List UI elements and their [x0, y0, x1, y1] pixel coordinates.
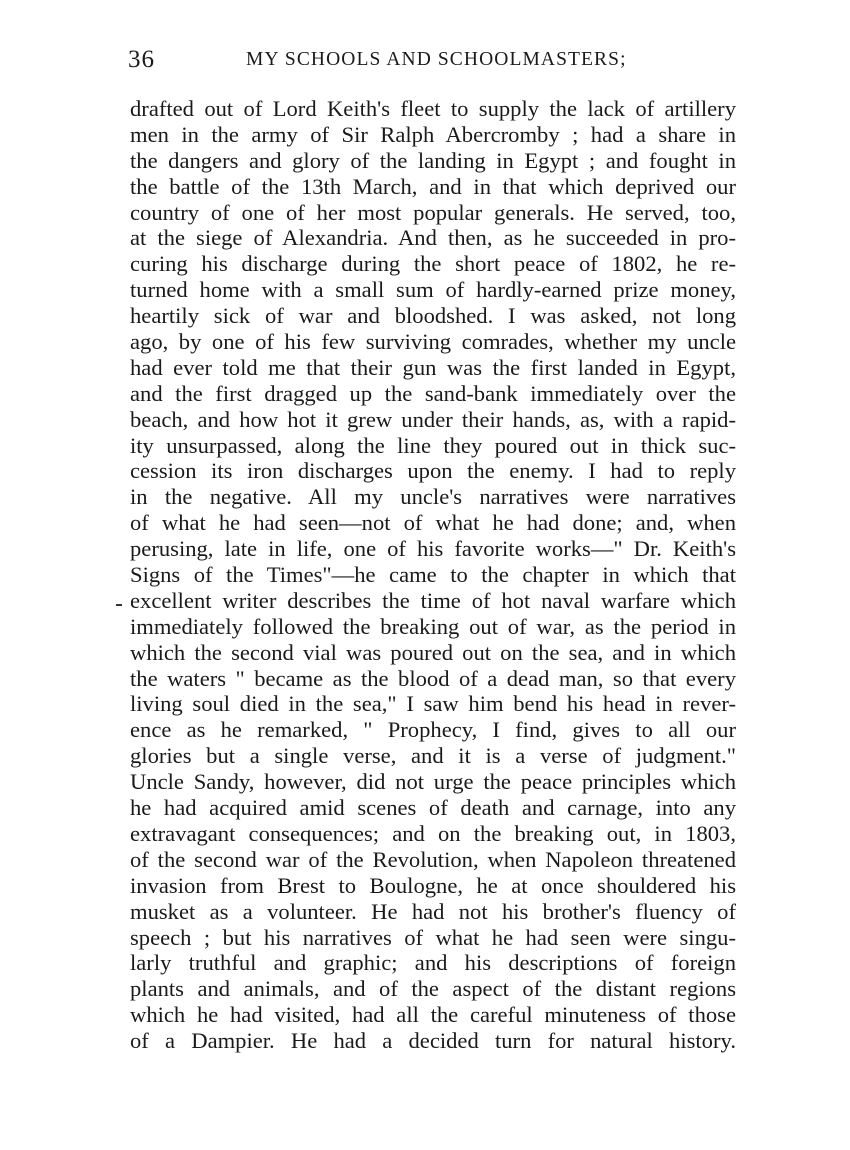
text-line: beach, and how hot it grew under their hands, as, with a rapid- — [130, 406, 736, 432]
text-line: of the second war of the Revolution, when Napoleon threatened — [130, 846, 736, 872]
text-line: in the negative. All my uncle's narratives were narratives — [130, 484, 736, 510]
text-line: at the siege of Alexandria. And then, as he succeeded in pro- — [130, 225, 736, 251]
running-title: MY SCHOOLS AND SCHOOLMASTERS; — [246, 49, 627, 70]
text-line: excellent writer describes the time of hot naval warfare which — [130, 587, 736, 613]
text-line: of a Dampier. He had a decided turn for natural history. — [130, 1028, 736, 1054]
text-line: which he had visited, had all the careful minuteness of those — [130, 1002, 736, 1028]
text-line: perusing, late in life, one of his favorite works—" Dr. Keith's — [130, 536, 736, 562]
text-line: ity unsurpassed, along the line they poured out in thick suc- — [130, 432, 736, 458]
text-line: men in the army of Sir Ralph Abercromby ; had a share in — [130, 121, 736, 147]
margin-mark — [116, 604, 122, 606]
text-line: extravagant consequences; and on the breaking out, in 1803, — [130, 820, 736, 846]
text-line: invasion from Brest to Boulogne, he at once shouldered his — [130, 872, 736, 898]
text-line: larly truthful and graphic; and his descriptions of foreign — [130, 950, 736, 976]
text-line: drafted out of Lord Keith's fleet to supply the lack of artillery — [130, 96, 736, 121]
text-line: country of one of her most popular generals. He served, too, — [130, 199, 736, 225]
text-line: the dangers and glory of the landing in Egypt ; and fought in — [130, 147, 736, 173]
text-line: living soul died in the sea," I saw him bend his head in rever- — [130, 691, 736, 717]
text-line: ence as he remarked, " Prophecy, I find, gives to all our — [130, 717, 736, 743]
text-line: he had acquired amid scenes of death and carnage, into any — [130, 795, 736, 821]
body-text — [130, 96, 736, 1054]
text-line: musket as a volunteer. He had not his brother's fluency of — [130, 898, 736, 924]
running-head — [128, 46, 738, 76]
text-line: immediately followed the breaking out of war, as the period in — [130, 613, 736, 639]
text-line: the waters " became as the blood of a dead man, so that every — [130, 665, 736, 691]
text-line: ago, by one of his few surviving comrades, whether my uncle — [130, 329, 736, 355]
text-line: Uncle Sandy, however, did not urge the peace principles which — [130, 769, 736, 795]
text-line: plants and animals, and of the aspect of the distant regions — [130, 976, 736, 1002]
text-line: curing his discharge during the short peace of 1802, he re- — [130, 251, 736, 277]
text-line: which the second vial was poured out on the sea, and in which — [130, 639, 736, 665]
text-line: of what he had seen—not of what he had done; and, when — [130, 510, 736, 536]
text-line: and the first dragged up the sand-bank immediately over the — [130, 380, 736, 406]
text-line: glories but a single verse, and it is a verse of judgment." — [130, 743, 736, 769]
text-line: had ever told me that their gun was the first landed in Egypt, — [130, 354, 736, 380]
page-number: 36 — [128, 46, 155, 73]
text-line: cession its iron discharges upon the enemy. I had to reply — [130, 458, 736, 484]
text-line: heartily sick of war and bloodshed. I was asked, not long — [130, 303, 736, 329]
text-line: turned home with a small sum of hardly-earned prize money, — [130, 277, 736, 303]
text-line: the battle of the 13th March, and in that which deprived our — [130, 173, 736, 199]
text-line: Signs of the Times"—he came to the chapter in which that — [130, 562, 736, 588]
text-line: speech ; but his narratives of what he had seen were singu- — [130, 924, 736, 950]
